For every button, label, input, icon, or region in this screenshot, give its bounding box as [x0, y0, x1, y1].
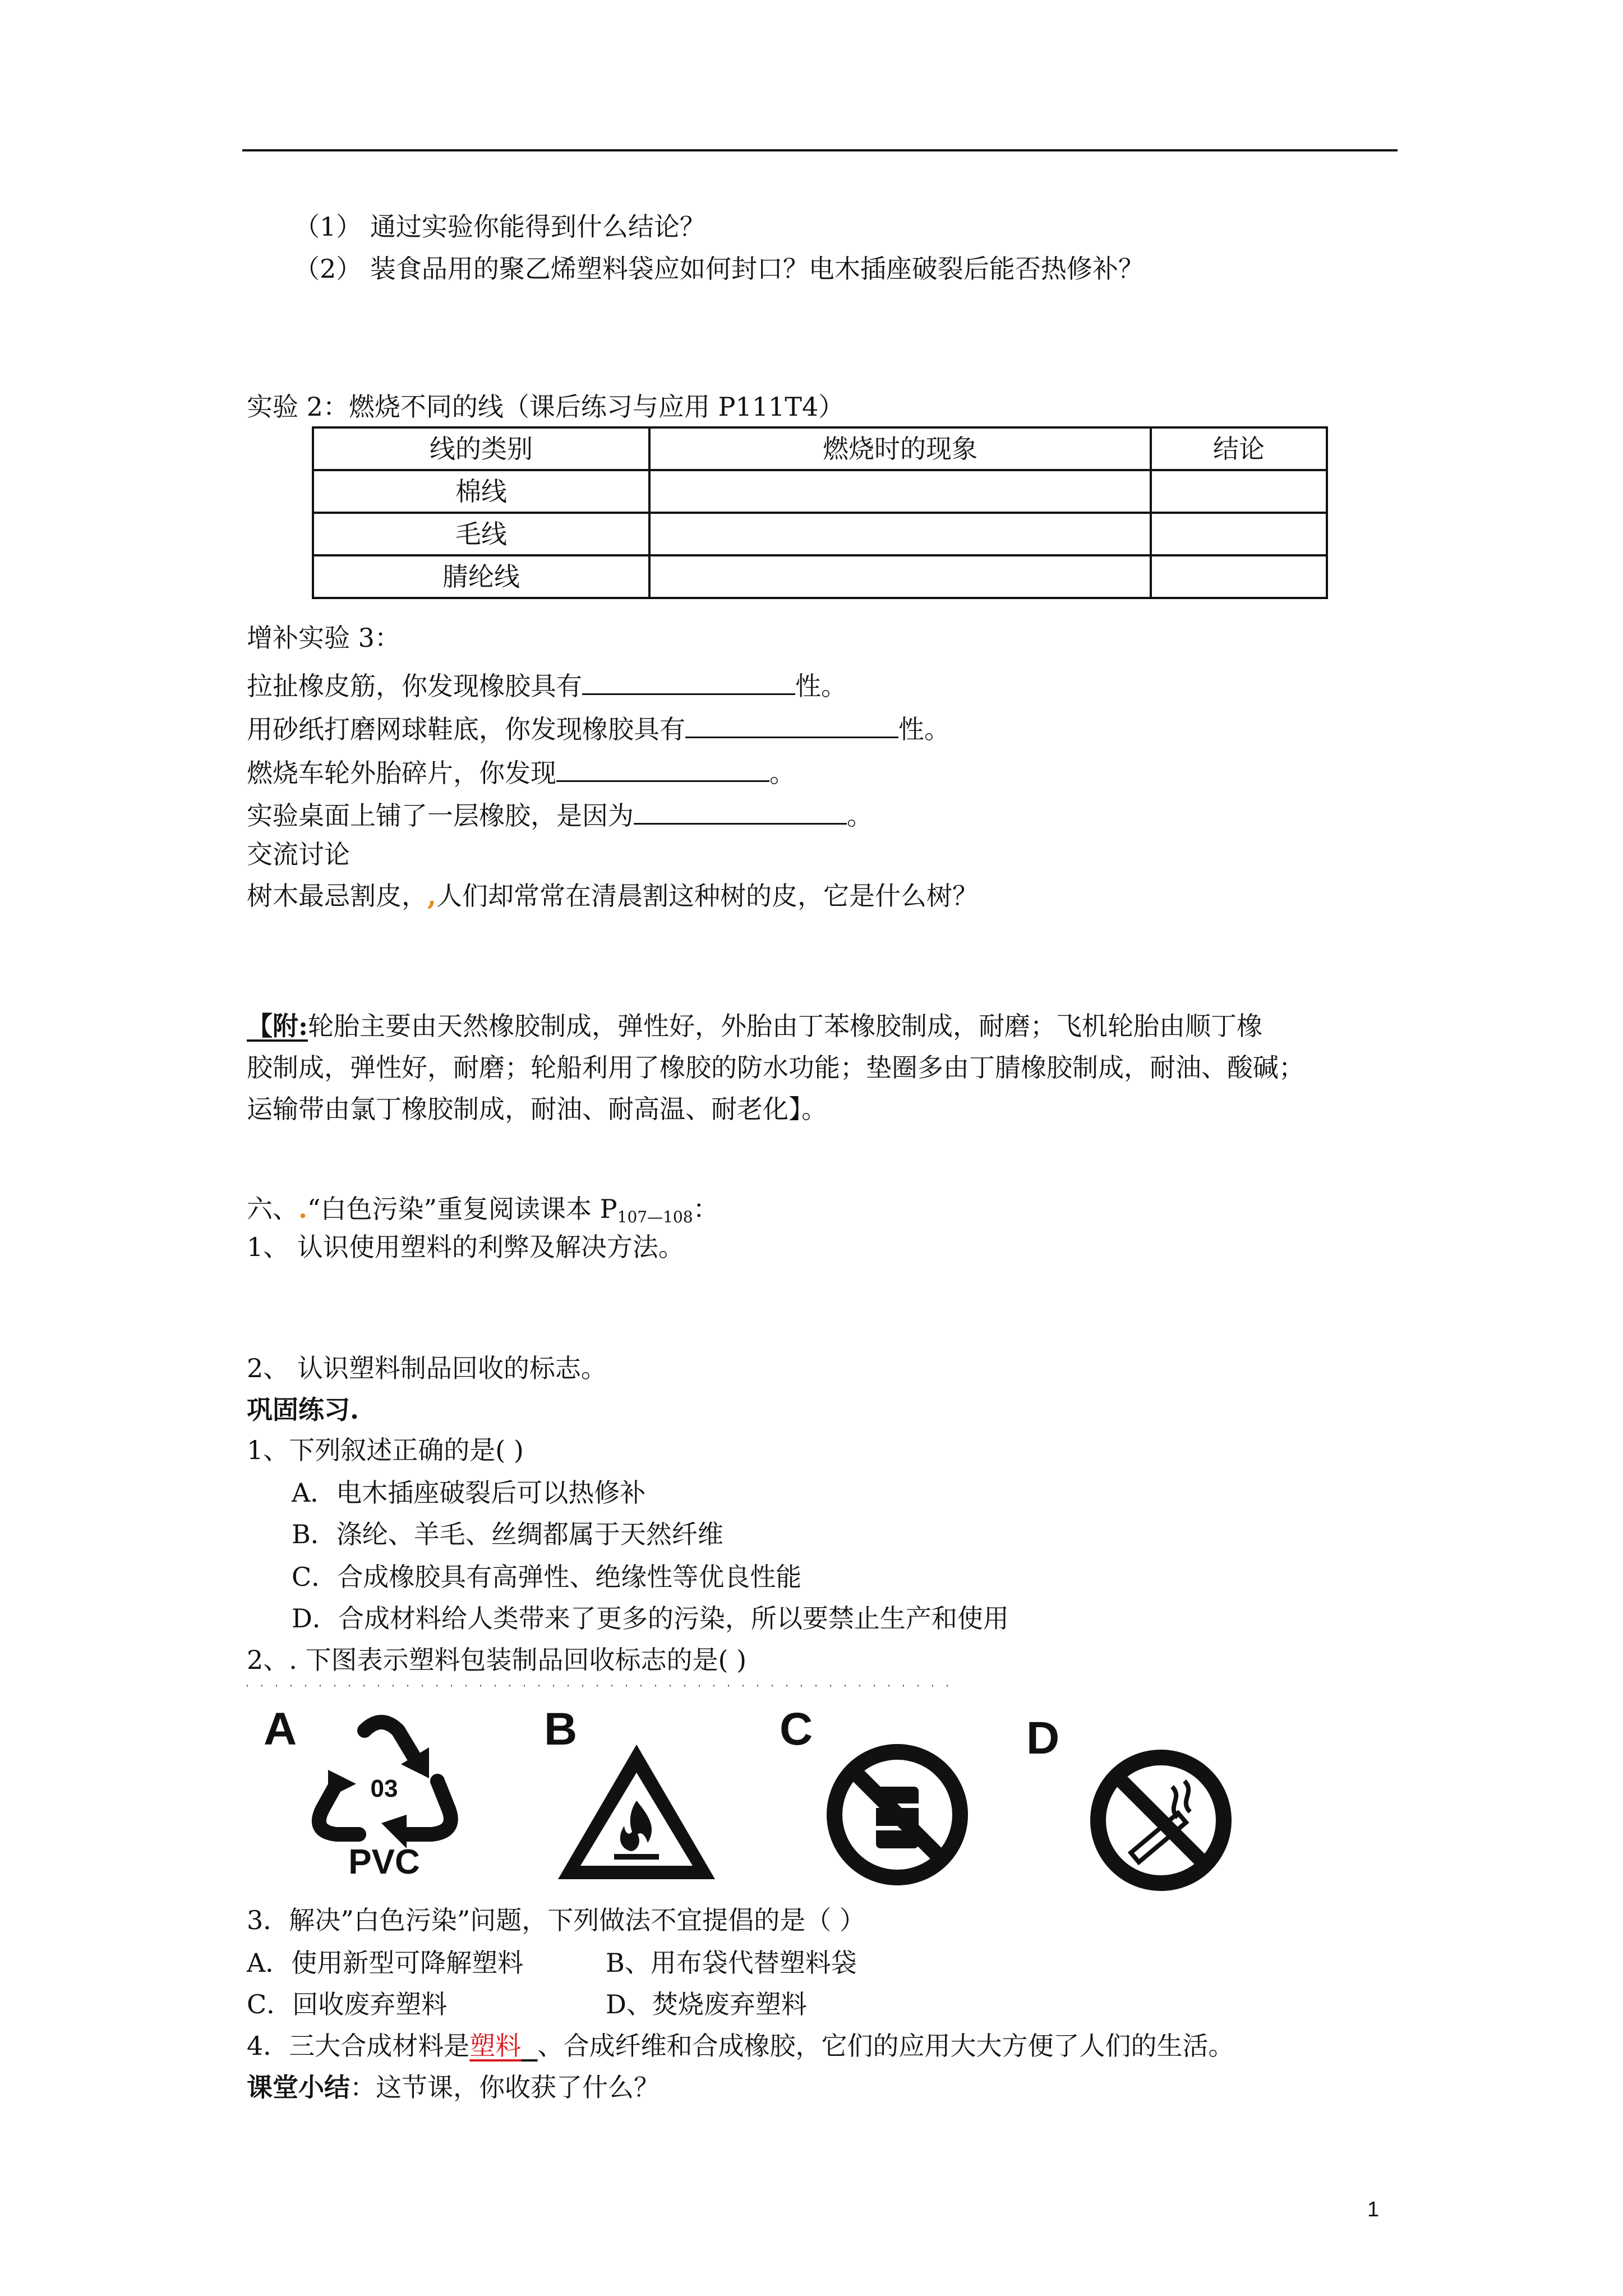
table-row	[313, 555, 1327, 598]
page-number: 1	[1367, 2198, 1380, 2221]
option-letter-c: C	[780, 1704, 813, 1755]
recycle-material: PVC	[348, 1843, 420, 1876]
answer-blank[interactable]	[582, 669, 795, 695]
header-rule	[242, 149, 1398, 151]
experiment-3-line	[247, 669, 847, 699]
question-1-option-b: B．涤纶、羊毛、丝绸都属于天然纤维	[292, 1519, 723, 1549]
discussion-question	[247, 883, 978, 909]
experiment-3-title: 增补实验 3：	[247, 623, 400, 653]
line-text: 拉扯橡皮筋，你发现橡胶具有	[247, 671, 582, 701]
experiment-3-line	[247, 798, 873, 829]
question-3-option-a: A．使用新型可降解塑料	[247, 1948, 524, 1978]
table-header: 结论	[1151, 427, 1327, 470]
appendix-line-1	[247, 1013, 1262, 1039]
section-6-item-1: 1、 认识使用塑料的利弊及解决方法。	[247, 1232, 684, 1262]
question-3-option-d: D、焚烧废弃塑料	[606, 1989, 807, 2019]
line-text: 性。	[795, 671, 847, 701]
no-smoking-icon	[1088, 1747, 1234, 1893]
experiment-2-table	[312, 426, 1328, 599]
table-header: 线的类别	[313, 427, 649, 470]
question-text: 人们却常常在清晨割这种树的皮，它是什么树？	[436, 881, 979, 911]
heading-text: “白色污染”重复阅读课本 P	[307, 1194, 617, 1224]
table-cell	[1151, 555, 1327, 598]
table-cell	[649, 555, 1151, 598]
table-cell	[649, 470, 1151, 513]
line-text: 。	[769, 758, 795, 788]
appendix-line-3: 运输带由氯丁橡胶制成，耐油、耐高温、耐老化】。	[247, 1094, 827, 1124]
question-2: 2、. 下图表示塑料包装制品回收标志的是( )	[247, 1645, 747, 1675]
answer-blank[interactable]	[556, 756, 769, 782]
summary-label: 课堂小结	[247, 2072, 350, 2102]
section-6-item-2: 2、 认识塑料制品回收的标志。	[247, 1353, 607, 1383]
answer-blank[interactable]	[634, 798, 847, 825]
recycle-pvc-icon	[297, 1708, 471, 1876]
practice-title: 巩固练习.	[247, 1395, 359, 1425]
table-cell: 腈纶线	[313, 555, 649, 598]
experiment-3-line	[247, 712, 950, 742]
question-text: 树木最忌割皮，	[247, 881, 427, 911]
table-row	[313, 470, 1327, 513]
question-seal: （2） 装食品用的聚乙烯塑料袋应如何封口？电木插座破裂后能否热修补？	[294, 254, 1144, 284]
section-6-heading	[247, 1196, 719, 1225]
question-1-option-a: A．电木插座破裂后可以热修补	[292, 1478, 646, 1508]
question-conclusion: （1） 通过实验你能得到什么结论？	[294, 211, 706, 242]
table-cell	[1151, 470, 1327, 513]
question-3: 3．解决”白色污染”问题，下列做法不宜提倡的是（ ）	[247, 1905, 865, 1935]
table-cell: 毛线	[313, 513, 649, 555]
prohibited-barrel-icon	[824, 1742, 970, 1888]
summary-text: ：这节课，你收获了什么？	[350, 2072, 660, 2102]
answer-blank[interactable]	[685, 712, 898, 738]
flammable-warning-icon	[552, 1739, 721, 1885]
table-header-row	[313, 427, 1327, 470]
orange-mark-icon: .	[298, 1194, 308, 1224]
question-1-option-c: C．合成橡胶具有高弹性、绝缘性等优良性能	[292, 1562, 802, 1592]
appendix-label: 【附:	[247, 1011, 308, 1041]
discussion-title: 交流讨论	[247, 839, 350, 869]
question-4	[247, 2033, 1234, 2059]
answer-highlight: 塑料	[469, 2031, 522, 2061]
experiment-3-line	[247, 756, 795, 786]
line-text: 用砂纸打磨网球鞋底，你发现橡胶具有	[247, 714, 685, 744]
question-3-option-c: C．回收废弃塑料	[247, 1989, 448, 2019]
dotted-divider	[247, 1683, 948, 1688]
orange-mark-icon: ,	[427, 881, 437, 911]
heading-text: ：	[693, 1194, 719, 1224]
table-row	[313, 513, 1327, 555]
table-cell	[1151, 513, 1327, 555]
line-text: 燃烧车轮外胎碎片，你发现	[247, 758, 556, 788]
option-letter-d: D	[1026, 1713, 1060, 1764]
table-header: 燃烧时的现象	[649, 427, 1151, 470]
question-text: 4．三大合成材料是	[247, 2031, 470, 2061]
appendix-line-2: 胶制成，弹性好，耐磨；轮船利用了橡胶的防水功能；垫圈多由丁腈橡胶制成，耐油、酸碱；	[247, 1052, 1304, 1083]
page-range: 107—108	[617, 1208, 693, 1226]
line-text: 。	[847, 800, 873, 831]
question-text: 、合成纤维和合成橡胶，它们的应用大大方便了人们的生活。	[537, 2031, 1234, 2061]
option-letter-b: B	[544, 1704, 578, 1755]
option-letter-a: A	[264, 1704, 297, 1755]
question-1: 1、下列叙述正确的是( )	[247, 1435, 524, 1465]
table-cell	[649, 513, 1151, 555]
question-1-option-d: D．合成材料给人类带来了更多的污染，所以要禁止生产和使用	[292, 1603, 1009, 1634]
line-text: 实验桌面上铺了一层橡胶，是因为	[247, 800, 634, 831]
experiment-2-title: 实验 2：燃烧不同的线（课后练习与应用 P111T4）	[247, 392, 845, 422]
appendix-text: 轮胎主要由天然橡胶制成，弹性好，外胎由丁苯橡胶制成，耐磨；飞机轮胎由顺丁橡	[307, 1011, 1262, 1041]
question-3-option-b: B、用布袋代替塑料袋	[606, 1948, 857, 1978]
heading-text: 六、	[247, 1194, 298, 1224]
class-summary	[247, 2074, 660, 2100]
table-cell: 棉线	[313, 470, 649, 513]
line-text: 性。	[898, 714, 950, 744]
recycle-code: 03	[370, 1775, 398, 1802]
